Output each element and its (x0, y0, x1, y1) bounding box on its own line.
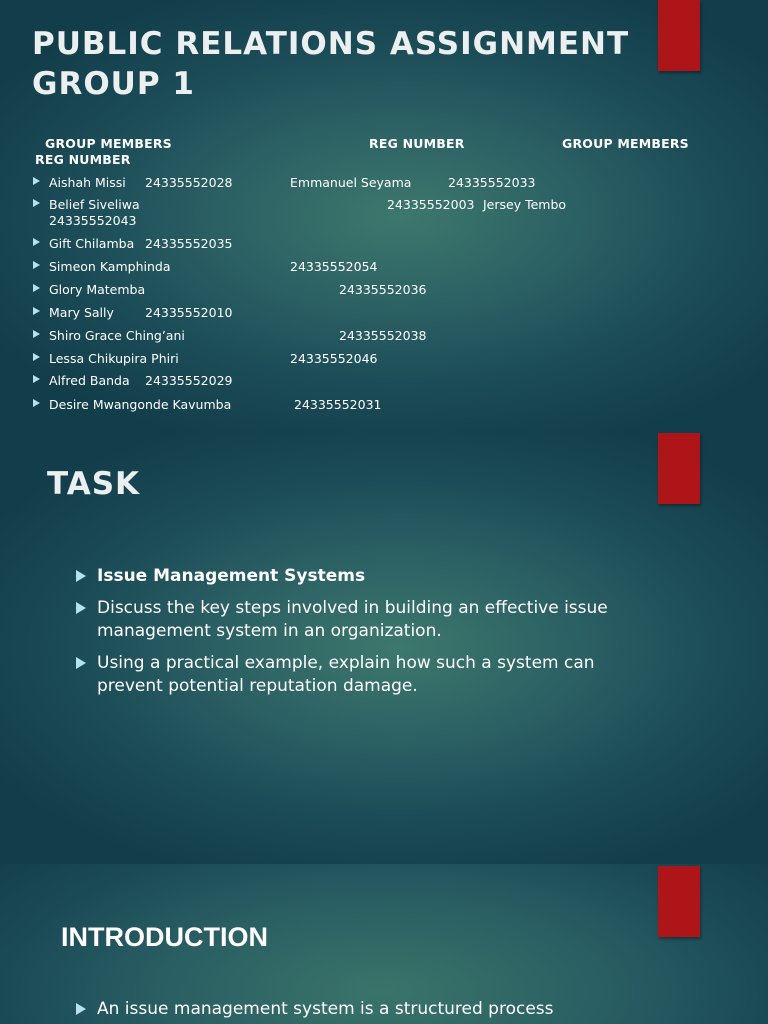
member-name: Mary Sally (49, 305, 114, 320)
bullet-icon (76, 657, 86, 669)
member-name: Shiro Grace Ching’ani (49, 328, 185, 343)
header-group-members-2: GROUP MEMBERS (562, 136, 689, 151)
title-line-2: GROUP 1 (32, 66, 195, 102)
slide-title: TASK (47, 466, 141, 502)
bullet-icon (76, 570, 86, 582)
task-item-text: Using a practical example, explain how such a system can prevent potential reputation damage. (97, 653, 595, 696)
bullet-icon (33, 261, 40, 269)
member-reg: 24335552046 (290, 351, 378, 366)
bullet-icon (33, 307, 40, 315)
member-name: Gift Chilamba (49, 236, 135, 251)
title-line-1: PUBLIC RELATIONS ASSIGNMENT (32, 26, 630, 62)
bullet-icon (76, 1003, 86, 1015)
member-reg: 24335552043 (49, 213, 137, 228)
member-reg: 24335552054 (290, 259, 378, 274)
member-name: Alfred Banda (49, 373, 130, 388)
bullet-icon (33, 330, 40, 338)
members-list (0, 0, 768, 432)
member-name: Desire Mwangonde Kavumba (49, 397, 232, 412)
bullet-icon (33, 399, 40, 407)
bullet-icon (33, 199, 40, 207)
member-name: Lessa Chikupira Phiri (49, 351, 179, 366)
list-item (76, 998, 676, 1021)
bullet-icon (33, 375, 40, 383)
list-item (76, 652, 636, 698)
task-item-text: Issue Management Systems (97, 566, 366, 586)
slide-task (0, 432, 768, 864)
member-name: Aishah Missi (49, 175, 126, 190)
list-item (76, 565, 636, 588)
bullet-icon (33, 177, 40, 185)
header-reg-number: REG NUMBER (369, 136, 465, 151)
member-reg: 24335552028 (145, 175, 233, 190)
list-item (76, 597, 636, 643)
member-reg-2: 24335552003 (387, 197, 475, 212)
member-name: Belief Siveliwa (49, 197, 140, 212)
header-group-members: GROUP MEMBERS (45, 136, 172, 151)
bullet-icon (33, 353, 40, 361)
member-name-2: Emmanuel Seyama (290, 175, 412, 190)
member-reg: 24335552031 (294, 397, 382, 412)
member-reg: 24335552038 (339, 328, 427, 343)
accent-bar (658, 866, 700, 937)
member-reg: 24335552010 (145, 305, 233, 320)
intro-item-text: An issue management system is a structured process (97, 999, 554, 1019)
accent-bar (658, 433, 700, 504)
member-name: Glory Matemba (49, 282, 146, 297)
member-reg: 24335552035 (145, 236, 233, 251)
header-reg-number-2: REG NUMBER (35, 152, 131, 167)
slide-title: INTRODUCTION (61, 922, 268, 952)
member-name-2: Jersey Tembo (483, 197, 567, 212)
member-reg-2: 24335552033 (448, 175, 536, 190)
member-name: Simeon Kamphinda (49, 259, 171, 274)
bullet-icon (33, 284, 40, 292)
task-item-text: Discuss the key steps involved in building an effective issue management system in an organization. (97, 598, 608, 641)
bullet-icon (33, 238, 40, 246)
slide-introduction (0, 864, 768, 1024)
member-reg: 24335552029 (145, 373, 233, 388)
bullet-icon (76, 602, 86, 614)
slide-group-members (0, 0, 768, 432)
member-reg: 24335552036 (339, 282, 427, 297)
